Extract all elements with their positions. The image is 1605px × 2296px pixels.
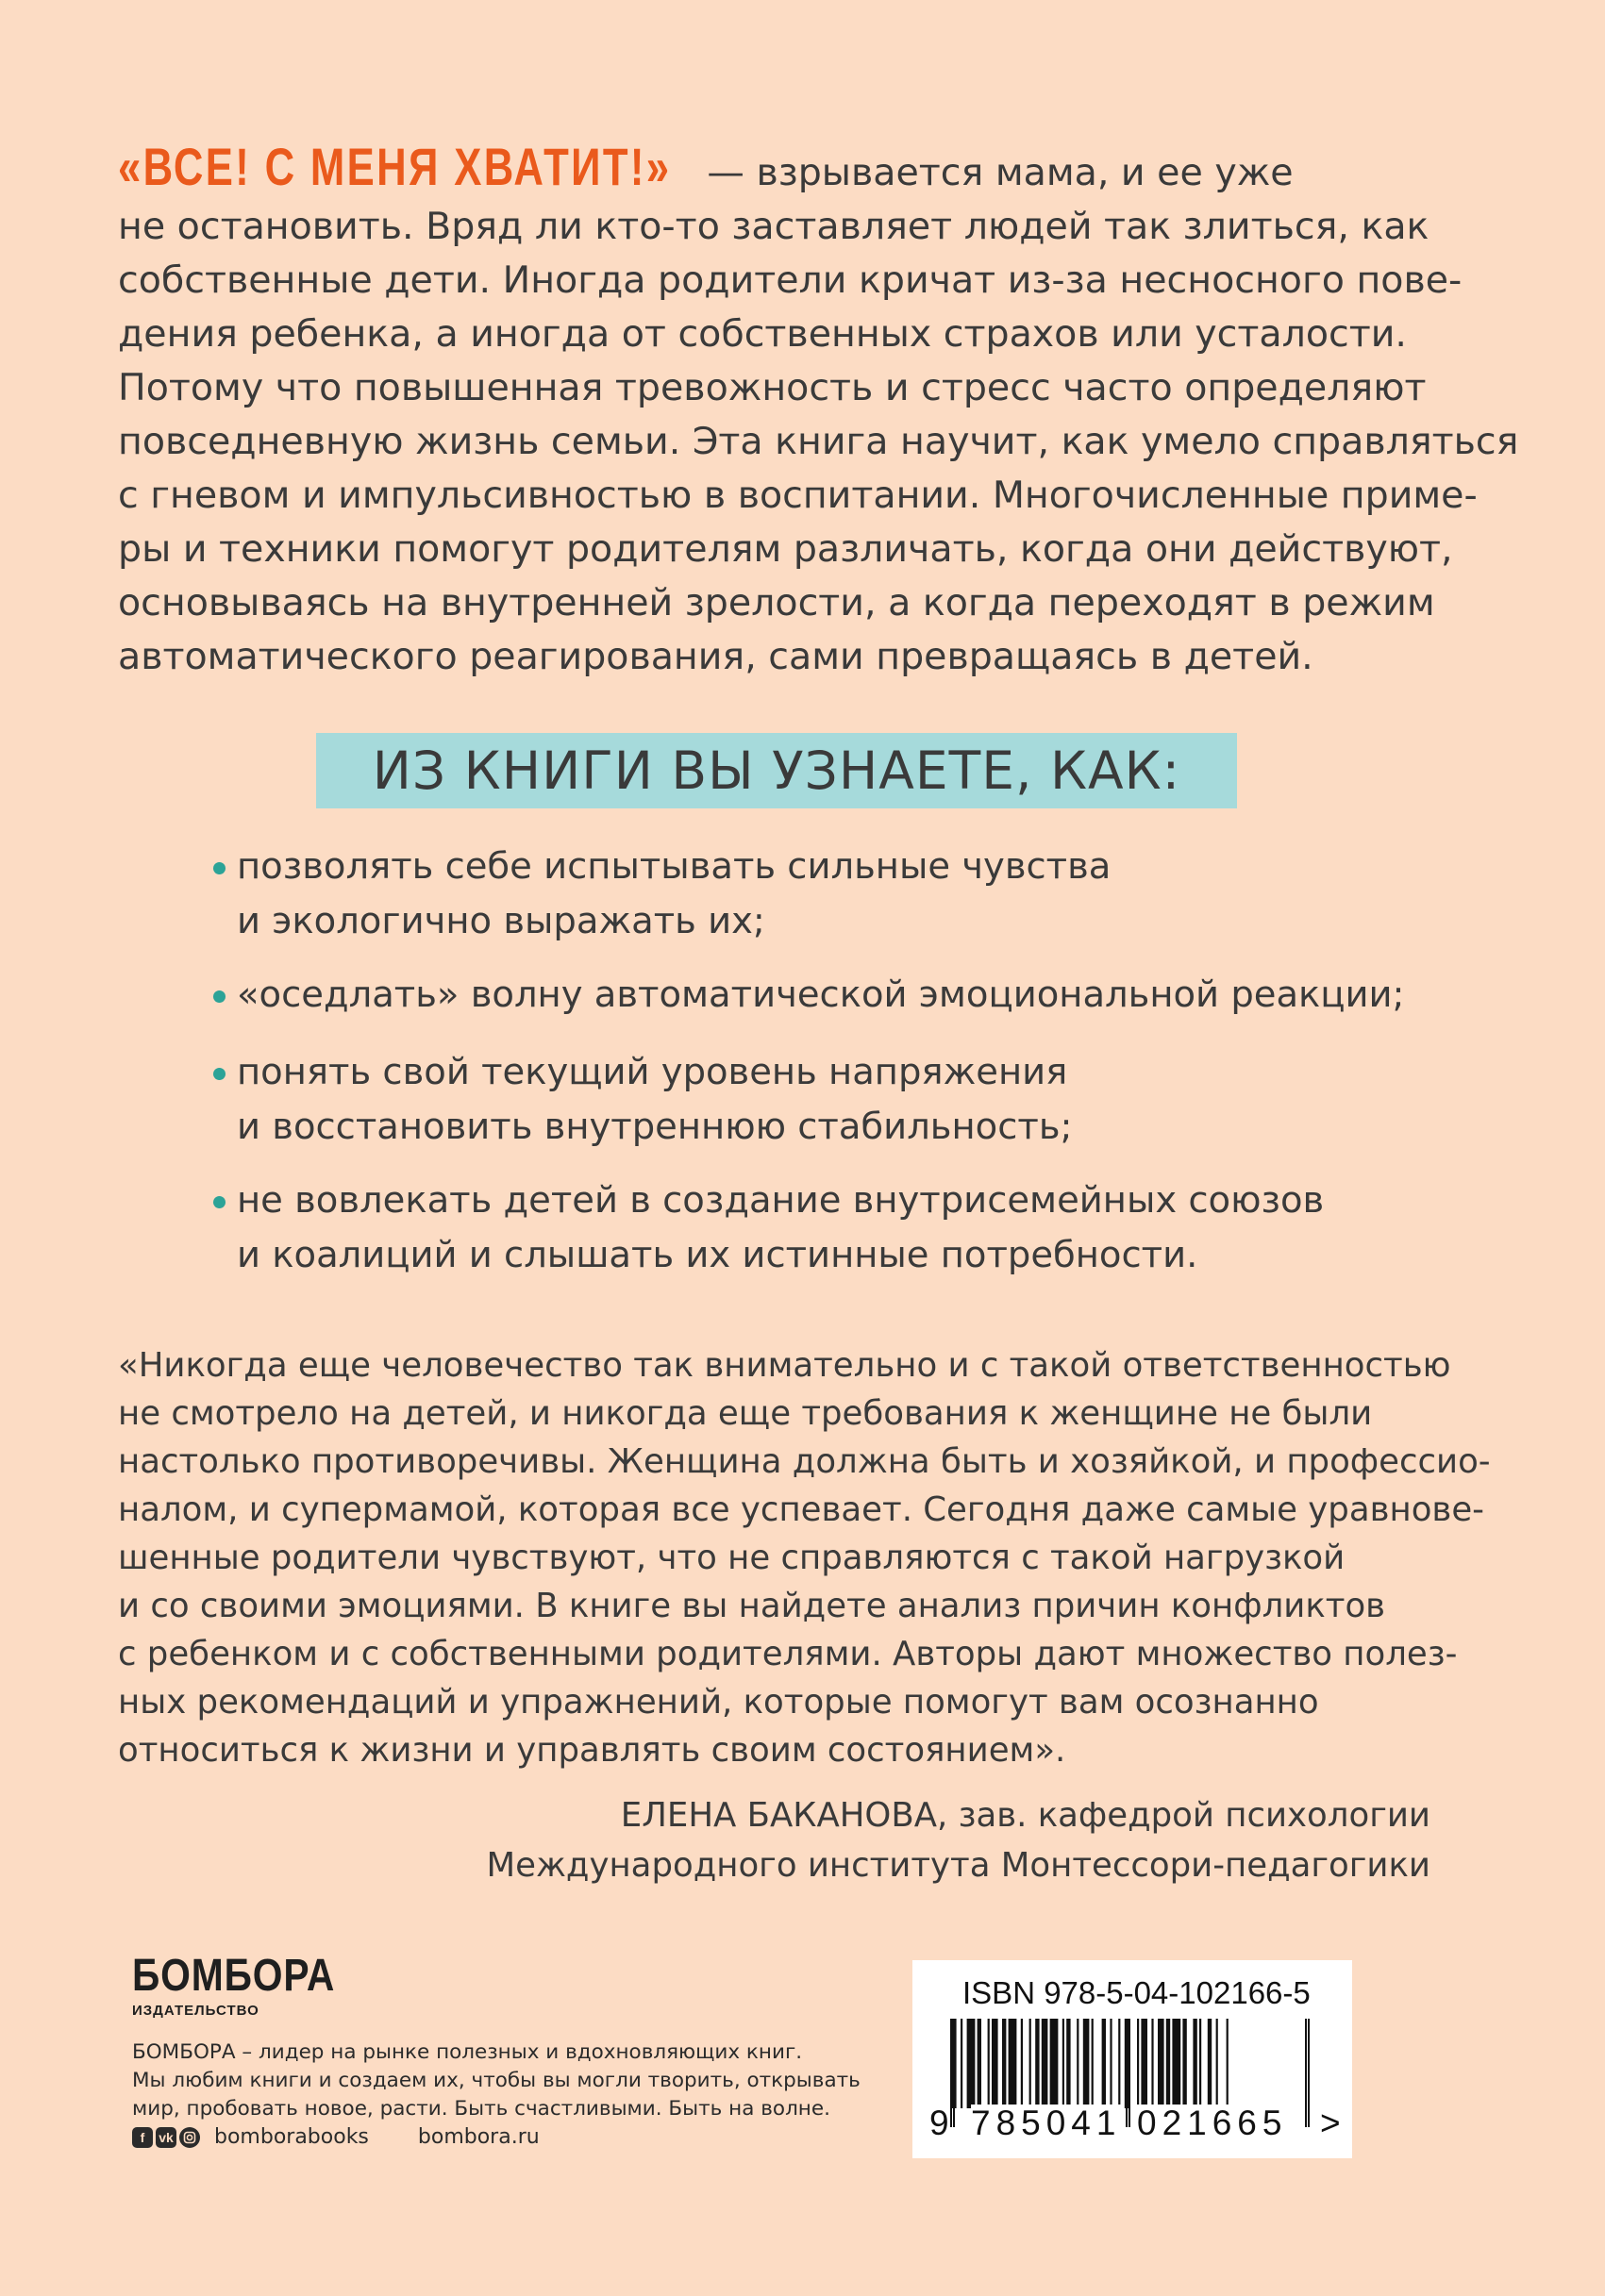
intro-line: повседневную жизнь семьи. Эта книга научит, как умело справляться	[118, 420, 1519, 463]
barcode-bar	[992, 2019, 998, 2108]
bullet-dot-icon	[213, 1196, 226, 1208]
quote-line: не смотрело на детей, и никогда еще требования к женщине не были	[118, 1394, 1373, 1433]
quote-line: относиться к жизни и управлять своим состоянием».	[118, 1731, 1066, 1770]
social-handle[interactable]: bomborabooks	[214, 2125, 369, 2149]
bullet-text: и восстановить внутреннюю стабильность;	[237, 1106, 1073, 1148]
barcode-guard-bar	[1129, 2019, 1130, 2127]
intro-line: не остановить. Вряд ли кто-то заставляет людей так злиться, как	[118, 205, 1429, 248]
quote-line: настолько противоречивы. Женщина должна быть и хозяйкой, и профессио-	[118, 1442, 1491, 1481]
barcode-bar	[1151, 2019, 1153, 2108]
barcode-digit-first: 9	[929, 2104, 949, 2142]
barcode-bar	[1172, 2019, 1180, 2108]
intro-line: с гневом и импульсивностью в воспитании. Многочисленные приме-	[118, 474, 1478, 517]
intro-line: Потому что повышенная тревожность и стресс часто определяют	[118, 366, 1427, 409]
publisher-subtitle: ИЗДАТЕЛЬСТВО	[132, 2003, 259, 2019]
quote-line: налом, и супермамой, которая все успевает. Сегодня даже самые уравнове-	[118, 1490, 1484, 1529]
about-line: мир, пробовать новое, расти. Быть счастливыми. Быть на волне.	[132, 2097, 830, 2121]
barcode-guard-bar	[1305, 2019, 1307, 2127]
quote-line: шенные родители чувствуют, что не справляются с такой нагрузкой	[118, 1539, 1346, 1577]
barcode-bar	[1208, 2019, 1212, 2108]
barcode-bar	[1050, 2019, 1059, 2108]
barcode-guard-bar	[950, 2019, 952, 2127]
vk-icon[interactable]: vk	[156, 2127, 176, 2148]
isbn-barcode	[912, 1960, 1352, 2158]
barcode-bar	[1035, 2019, 1039, 2108]
barcode-bar	[1199, 2019, 1201, 2108]
barcode-bar	[1083, 2019, 1090, 2108]
barcode-bar	[1110, 2019, 1112, 2108]
barcode-bar	[1137, 2019, 1139, 2108]
bullet-dot-icon	[213, 990, 226, 1003]
about-line: Мы любим книги и создаем их, чтобы вы могли творить, открывать	[132, 2069, 861, 2092]
quote-line: и со своими эмоциями. В книге вы найдете анализ причин конфликтов	[118, 1587, 1386, 1625]
barcode-bar	[1227, 2019, 1229, 2108]
barcode-bar	[1021, 2019, 1023, 2108]
publisher-name: БОМБОРА	[132, 1951, 336, 2001]
barcode-bar	[1002, 2019, 1006, 2108]
bullet-item	[213, 840, 1111, 949]
bullet-item	[213, 1045, 1072, 1155]
barcode-bar	[1118, 2019, 1120, 2108]
intro-first-line-rest: — взрывается мама, и ее уже	[694, 151, 1294, 194]
intro-line: собственные дети. Иногда родители кричат из-за несносного пове-	[118, 258, 1463, 302]
attribution-line: ЕЛЕНА БАКАНОВА, зав. кафедрой психологии	[620, 1796, 1430, 1835]
bullet-item	[213, 1173, 1324, 1283]
bullet-dot-icon	[213, 862, 226, 874]
barcode-digits-left: 785041	[971, 2104, 1122, 2142]
facebook-icon[interactable]: f	[132, 2127, 153, 2148]
barcode-bar	[967, 2019, 976, 2108]
barcode-bar	[1166, 2019, 1170, 2108]
barcode-bar	[1077, 2019, 1078, 2108]
barcode-bar	[988, 2019, 990, 2108]
barcode-bar	[978, 2019, 981, 2108]
quote-line: «Никогда еще человечество так внимательно и с такой ответственностью	[118, 1346, 1451, 1385]
publisher-about	[132, 2038, 861, 2123]
barcode-bar	[1193, 2019, 1196, 2108]
barcode-bar	[961, 2019, 962, 2108]
barcode-bar	[1102, 2019, 1106, 2108]
barcode-guard-bar	[953, 2019, 955, 2127]
isbn-text: ISBN 978-5-04-102166-5	[962, 1975, 1311, 2010]
bullet-text: понять свой текущий уровень напряжения	[237, 1051, 1068, 1093]
social-links	[132, 2125, 540, 2149]
intro-line: дения ребенка, а иногда от собственных страхов или усталости.	[118, 312, 1407, 356]
barcode-bar	[1062, 2019, 1064, 2108]
intro-first-line	[118, 137, 1439, 200]
bullet-text: и коалиций и слышать их истинные потребности.	[237, 1234, 1198, 1276]
barcode-bar	[1042, 2019, 1048, 2108]
website-link[interactable]: bombora.ru	[417, 2125, 540, 2149]
quote-line: с ребенком и с собственными родителями. Авторы дают множество полез-	[118, 1635, 1458, 1673]
bullet-dot-icon	[213, 1068, 226, 1080]
barcode-bar	[1029, 2019, 1031, 2108]
barcode-bar	[1092, 2019, 1094, 2108]
barcode-digits-right: 021665	[1137, 2104, 1288, 2142]
attribution-line: Международного института Монтессори-педагогики	[486, 1846, 1430, 1885]
section-banner: ИЗ КНИГИ ВЫ УЗНАЕТЕ, КАК:	[316, 733, 1237, 808]
bullet-text: не вовлекать детей в создание внутрисемейных союзов	[237, 1179, 1325, 1222]
barcode-bar	[1182, 2019, 1186, 2108]
barcode-guard-bar	[1126, 2019, 1128, 2127]
quote-line: ных рекомендаций и упражнений, которые помогут вам осознанно	[118, 1683, 1319, 1722]
headline: «ВСЕ! С МЕНЯ ХВАТИТ!»	[118, 137, 672, 196]
instagram-icon[interactable]	[179, 2127, 200, 2148]
barcode-bar	[1009, 2019, 1017, 2108]
barcode-guard-bar	[1308, 2019, 1310, 2127]
bullet-item	[213, 968, 1405, 1023]
intro-paragraph	[118, 137, 1519, 684]
bullet-text: «оседлать» волну автоматической эмоциональной реакции;	[237, 973, 1405, 1016]
intro-line: автоматического реагирования, сами превращаясь в детей.	[118, 635, 1313, 678]
barcode-digit-end: >	[1320, 2104, 1341, 2142]
quote-attribution	[486, 1790, 1430, 1890]
barcode-bar	[1158, 2019, 1164, 2108]
intro-line: основываясь на внутренней зрелости, а когда переходят в режим	[118, 581, 1435, 624]
barcode-bar	[1066, 2019, 1070, 2108]
review-quote	[118, 1341, 1491, 1774]
about-line: БОМБОРА – лидер на рынке полезных и вдохновляющих книг.	[132, 2040, 803, 2064]
barcode-bar	[1141, 2019, 1147, 2108]
intro-line: ры и техники помогут родителям различать, когда они действуют,	[118, 527, 1453, 571]
publisher-logo	[132, 1952, 371, 2019]
bullet-text: позволять себе испытывать сильные чувства	[237, 845, 1112, 888]
barcode-bar	[1216, 2019, 1218, 2108]
bullet-text: и экологично выражать их;	[237, 900, 765, 942]
